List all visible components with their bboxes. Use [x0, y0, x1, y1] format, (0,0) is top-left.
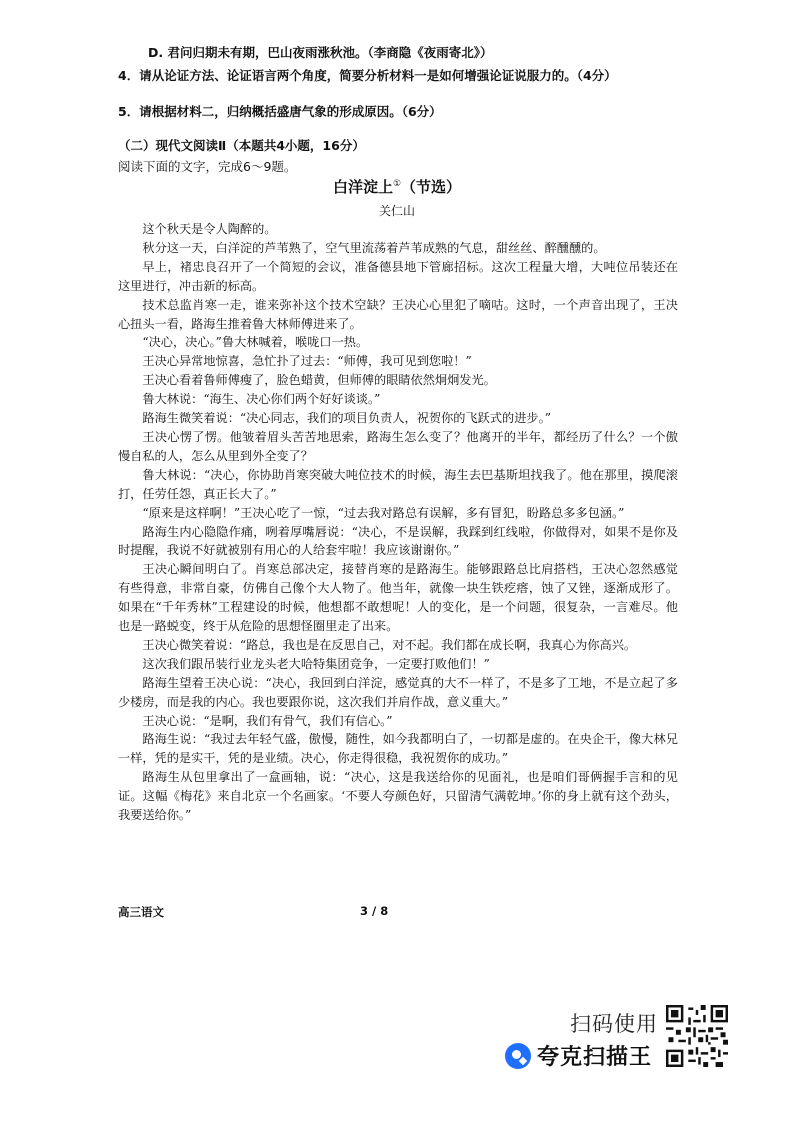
article-paragraph: 王决心瞬间明白了。肖寒总部决定，接替肖寒的是路海生。能够跟路总比肩搭档，王决心忽然感觉有些得意，非常自豪，仿佛自己像个大人物了。他当年，就像一块生铁疙瘩，蚀了又锉，逐渐成形了。如果在“千年秀林”工程建设的时候，他想都不敢想呢！人的变化，是一个问题，很复杂，一言难尽。他也是一路蜕变，终于从危险的思想怪圈里走了出来。 — [118, 562, 678, 634]
footnote-mark: ① — [392, 179, 402, 189]
article-paragraph: 鲁大林说：“海生、决心你们两个好好谈谈。” — [142, 392, 381, 407]
article-paragraph: 早上，褚忠良召开了一个简短的会议，准备德县地下管廊招标。这次工程量大增，大吨位吊装还在这里进行，冲击新的标高。 — [118, 259, 678, 293]
brand-name: 夸克扫描王 — [537, 1045, 653, 1070]
scan-prompt: 扫码使用 — [570, 1012, 658, 1036]
article-paragraph: 王决心异常地惊喜，急忙扑了过去：“师傅，我可见到您啦！” — [142, 354, 472, 369]
question-4: 4．请从论证方法、论证语言两个角度，简要分析材料一是如何增强论证说服力的。（4分） — [118, 68, 617, 83]
article-body — [118, 220, 678, 825]
option-d: D. 君问归期未有期，巴山夜雨涨秋池。（李商隐《夜雨寄北》） — [148, 45, 493, 60]
article-title-text: 白洋淀上 — [332, 178, 393, 196]
article-paragraph: 路海生说：“我过去年轻气盛，傲慢，随性，如今我都明白了，一切都是虚的。在央企干，像大林兄一样，凭的是实干，凭的是业绩。决心，你走得很稳，我祝贺你的成功。” — [118, 732, 678, 766]
article-paragraph: 王决心看着鲁师傅瘦了，脸色蜡黄，但师傅的眼睛依然炯炯发光。 — [142, 373, 496, 388]
article-paragraph: 鲁大林说：“决心，你协助肖寒突破大吨位技术的时候，海生去巴基斯坦找我了。他在那里，摸爬滚打，任劳任怨，真正长大了。” — [118, 467, 678, 501]
article-paragraph: 路海生微笑着说：“决心同志，我们的项目负责人，祝贺你的飞跃式的进步。” — [142, 411, 551, 426]
article-paragraph: 路海生望着王决心说：“决心，我回到白洋淀，感觉真的大不一样了，不是多了工地，不是立起了多少楼房，而是我的内心。我也要跟你说，这次我们并肩作战，意义重大。” — [118, 675, 678, 709]
footer-page-number: 3 / 8 — [360, 904, 389, 918]
article-paragraph: 王决心微笑着说：“路总，我也是在反思自己，对不起。我们都在成长啊，我真心为你高兴。 — [142, 637, 637, 652]
qr-code-icon[interactable] — [666, 1005, 728, 1067]
article-paragraph: 秋分这一天，白洋淀的芦苇熟了，空气里流荡着芦苇成熟的气息，甜丝丝、醉醺醺的。 — [142, 240, 606, 255]
footer-subject: 高三语文 — [118, 905, 164, 919]
article-title-suffix: （节选） — [401, 178, 462, 196]
article-paragraph: 技术总监肖寒一走，谁来弥补这个技术空缺？王决心心里犯了嘀咕。这时，一个声音出现了，王决心扭头一看，路海生推着鲁大林师傅进来了。 — [118, 297, 678, 331]
article-paragraph: 路海生内心隐隐作痛，咧着厚嘴唇说：“决心，不是误解，我踩到红线啦，你做得对，如果不是你及时提醒，我说不好就被别有用心的人给套牢啦！我应该谢谢你。” — [118, 524, 678, 558]
scanner-brand — [505, 1040, 652, 1071]
article-paragraph: 王决心说：“是啊，我们有骨气，我们有信心。” — [142, 713, 393, 728]
article-author: 关仁山 — [378, 204, 415, 218]
article-paragraph: 路海生从包里拿出了一盒画轴，说：“决心，这是我送给你的见面礼，也是咱们哥俩握手言和的见证。这幅《梅花》来自北京一个名画家。‘不要人夸颜色好，只留清气满乾坤。’你的身上就有这个劲头，我要送给你。” — [118, 770, 678, 823]
article-paragraph: 这个秋天是令人陶醉的。 — [142, 222, 277, 236]
article-paragraph: 这次我们跟吊装行业龙头老大哈特集团竞争，一定要打败他们！” — [142, 656, 490, 671]
article-title — [0, 176, 794, 197]
article-paragraph: “决心，决心。”鲁大林喊着，喉咙口一热。 — [142, 335, 369, 350]
quark-logo-icon — [505, 1043, 531, 1069]
section-heading: （二）现代文阅读Ⅱ（本题共4小题，16分） — [118, 138, 365, 153]
article-paragraph: “原来是这样啊！”王决心吃了一惊，“过去我对路总有误解，多有冒犯，盼路总多多包涵。” — [142, 505, 625, 520]
article-paragraph: 王决心愣了愣。他皱着眉头苦苦地思索，路海生怎么变了？他离开的半年，都经历了什么？一个傲慢自私的人，怎么从里到外全变了？ — [118, 429, 678, 463]
question-5: 5．请根据材料二，归纳概括盛唐气象的形成原因。（6分） — [118, 104, 442, 119]
reading-instruction: 阅读下面的文字，完成6～9题。 — [118, 159, 297, 174]
